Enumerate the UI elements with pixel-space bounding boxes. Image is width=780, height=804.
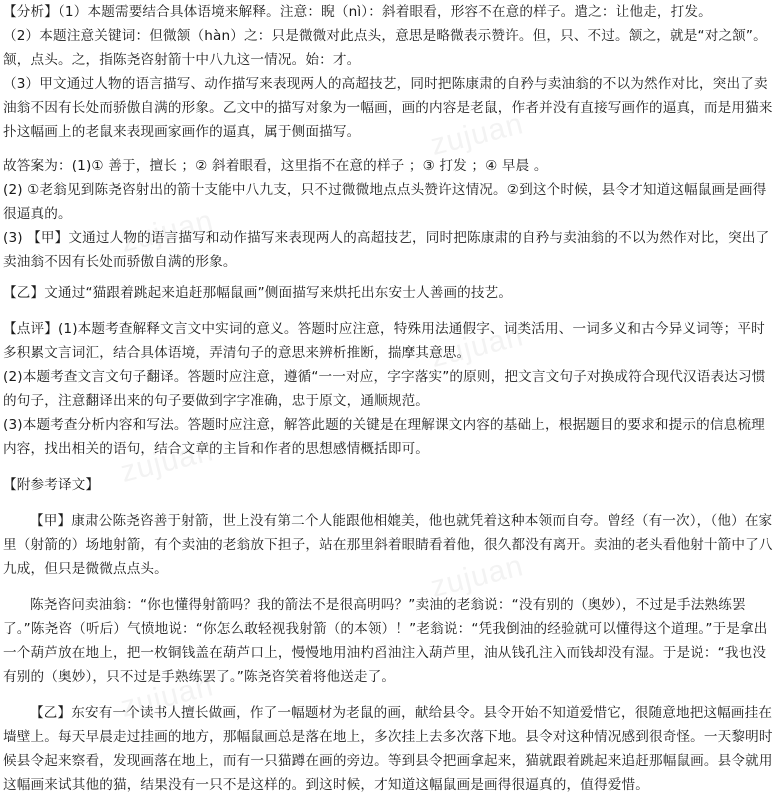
answer-line-3: (3) 【甲】文通过人物的语言描写和动作描写来表现两人的高超技艺，同时把陈康肃的自矜与卖油翁的不以为然作对比，突出了卖油翁不因有长处而骄傲自满的形象。 xyxy=(3,230,770,270)
analysis-paragraph-3: （3）甲文通过人物的语言描写、动作描写来表现两人的高超技艺，同时把陈康肃的自矜与卖油翁的不以为然作对比，突出了卖油翁不因有长处而骄傲自满的形象。乙文中的描写对象为一幅画，画的内容是老鼠，作者并没有直接写画作的逼真，而是用猫来扑这幅画上的老鼠来表现画家画作的逼真，属于侧面描写。 xyxy=(3,76,773,140)
watermark-text: zujuan xyxy=(427,319,527,374)
watermark-text: zujuan xyxy=(117,669,217,724)
watermark-text: zujuan xyxy=(117,204,217,259)
review-section xyxy=(3,317,777,461)
analysis-paragraph-2: （2）本题注意关键词：但微颔（hàn）之：只是微微对此点头，意思是略微表示赞许。但，只、不过。颔之，就是“对之颔”。颔，点头。之，指陈尧咨射箭十中八九这一情况。始：才。 xyxy=(3,28,767,68)
analysis-section xyxy=(3,0,777,144)
answer-section xyxy=(3,154,777,305)
watermark-text: zujuan xyxy=(427,549,527,604)
translation-paragraph-2: 陈尧咨问卖油翁：“你也懂得射箭吗？我的箭法不是很高明吗？”卖油的老翁说：“没有别的（奥妙），不过是手法熟练罢了。”陈尧咨（听后）气愤地说：“你怎么敢轻视我射箭（的本领）！”老翁说：“凭我倒油的经验就可以懂得这个道理。”于是拿出一个葫芦放在地上，把一枚铜钱盖在葫芦口上，慢慢地用油杓舀油注入葫芦里，油从钱孔注入而钱却没有湿。于是说：“我也没有别的（奥妙），只不过是手熟练罢了。”陈尧咨笑着将他送走了。 xyxy=(3,597,768,685)
translation-section xyxy=(3,473,777,797)
translation-paragraph-3: 【乙】东安有一个读书人擅长做画，作了一幅题材为老鼠的画，献给县令。县令开始不知道爱惜它，很随意地把这幅画挂在墙壁上。每天早晨走过挂画的地方，那幅鼠画总是落在地上，多次挂上去多次落下地。县令对这种情况感到很奇怪。一天黎明时候县令起来察看，发现画落在地上，而有一只猫蹲在画的旁边。等到县令把画拿起来，猫就跟着跳起来追赶那幅鼠画。县令就用这幅画来试其他的猫，结果没有一只不是这样的。到这时候，才知道这幅鼠画是画得很逼真的，值得爱惜。 xyxy=(3,705,773,793)
translation-paragraph-1: 【甲】康肃公陈尧咨善于射箭，世上没有第二个人能跟他相媲美，他也就凭着这种本领而自夸。曾经（有一次），（他）在家里（射箭的）场地射箭，有个卖油的老翁放下担子，站在那里斜着眼睛看着他，很久都没有离开。卖油的老头看他射十箭中了八九成，但只是微微点点头。 xyxy=(3,513,773,577)
watermark-text: zujuan xyxy=(117,434,217,489)
watermark-text: zujuan xyxy=(427,107,527,162)
answer-line-1: 故答案为：(1)① 善于，擅长 ；② 斜着眼看，这里指不在意的样子 ；③ 打发 ；④ 早晨 。 xyxy=(3,158,548,174)
analysis-paragraph-1: 【分析】（1）本题需要结合具体语境来解释。注意：睨（nì）：斜着眼看，形容不在意的样子。遣之：让他走，打发。 xyxy=(3,4,712,20)
document-body xyxy=(3,0,777,797)
review-paragraph-1: 【点评】(1)本题考查解释文言文中实词的意义。答题时应注意，特殊用法通假字、词类活用、一词多义和古今异义词等；平时多积累文言词汇，结合具体语境，弄清句子的意思来辨析推断，揣摩其意思。 xyxy=(3,321,765,361)
review-paragraph-3: (3)本题考查分析内容和写法。答题时应注意，解答此题的关键是在理解课文内容的基础上，根据题目的要求和提示的信息梳理内容，找出相关的语句，结合文章的主旨和作者的思想感情概括即可。 xyxy=(3,417,765,457)
translation-heading: 【附参考译文】 xyxy=(3,477,100,493)
answer-line-4: 【乙】文通过“猫跟着跳起来追赶那幅鼠画”侧面描写来烘托出东安士人善画的技艺。 xyxy=(3,285,513,301)
answer-line-2: (2) ①老翁见到陈尧咨射出的箭十支能中八九支，只不过微微地点点头赞许这情况。②到这个时候，县令才知道这幅鼠画是画得很逼真的。 xyxy=(3,182,767,222)
review-paragraph-2: (2)本题考查文言文句子翻译。答题时应注意，遵循“一一对应，字字落实”的原则，把文言文句子对换成符合现代汉语表达习惯的句子，注意翻译出来的句子要做到字字准确，忠于原文，通顺规范。 xyxy=(3,369,766,409)
